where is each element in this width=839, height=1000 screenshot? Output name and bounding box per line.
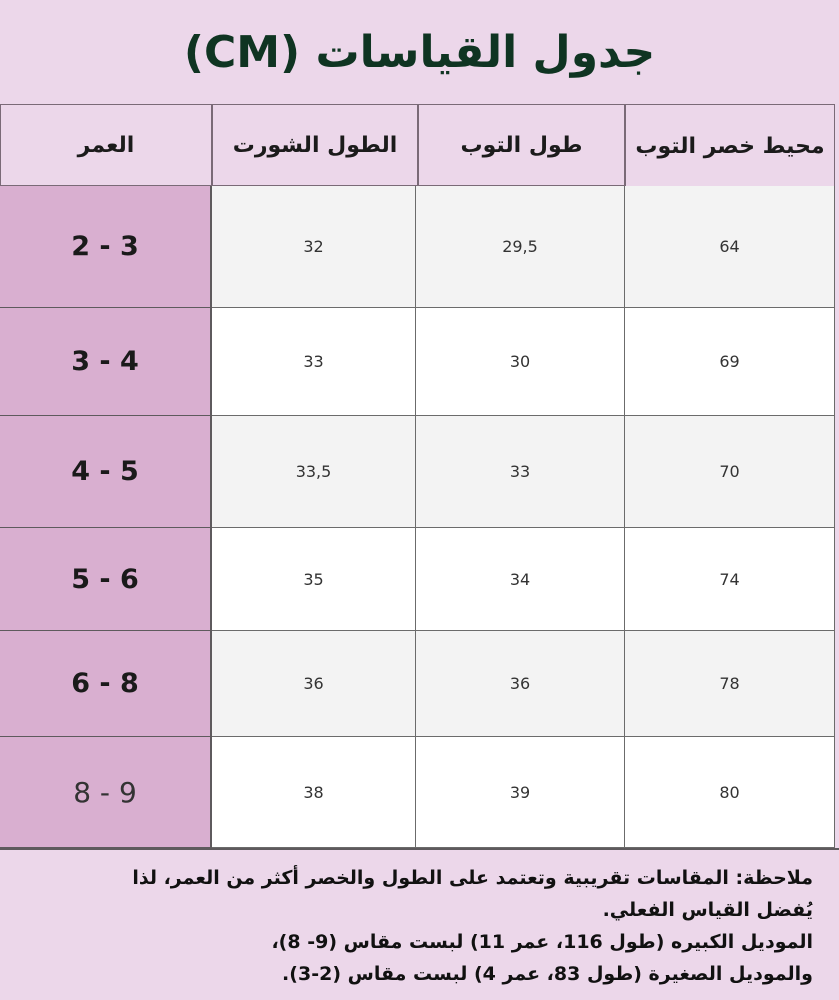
top-waist-cell: 80: [625, 737, 835, 848]
age-cell: 2 - 3: [0, 186, 212, 308]
top-length-cell: 36: [416, 631, 625, 737]
age-cell: 3 - 4: [0, 308, 212, 416]
header-top-length: طول التوب: [418, 104, 625, 186]
shorts-length-cell: 33: [212, 308, 416, 416]
top-length-cell: 29,5: [416, 186, 625, 308]
age-cell: 5 - 6: [0, 528, 212, 631]
shorts-length-cell: 38: [212, 737, 416, 848]
page-title: جدول القياسات (CM): [183, 26, 656, 78]
age-cell: 6 - 8: [0, 631, 212, 737]
shorts-length-cell: 33,5: [212, 416, 416, 528]
top-length-cell: 34: [416, 528, 625, 631]
top-length-cell: 33: [416, 416, 625, 528]
note-line: والموديل الصغيرة (طول 83، عمر 4) لبست مقاس (2-3).: [282, 963, 813, 985]
size-table: [0, 104, 835, 848]
top-waist-cell: 64: [625, 186, 835, 308]
header-top-waist: محيط خصر التوب: [625, 104, 835, 188]
top-length-cell: 39: [416, 737, 625, 848]
note-line: الموديل الكبيره (طول 116، عمر 11) لبست مقاس (9- 8)،: [271, 931, 813, 953]
age-cell: 4 - 5: [0, 416, 212, 528]
note-line: يُفضل القياس الفعلي.: [602, 899, 813, 921]
top-waist-cell: 74: [625, 528, 835, 631]
size-note: [0, 848, 839, 1000]
shorts-length-cell: 32: [212, 186, 416, 308]
top-waist-cell: 78: [625, 631, 835, 737]
shorts-length-cell: 36: [212, 631, 416, 737]
header-age: العمر: [0, 104, 212, 186]
top-waist-cell: 70: [625, 416, 835, 528]
age-cell: 8 - 9: [0, 737, 212, 848]
top-waist-cell: 69: [625, 308, 835, 416]
header-shorts-length: الطول الشورت: [212, 104, 418, 186]
shorts-length-cell: 35: [212, 528, 416, 631]
top-length-cell: 30: [416, 308, 625, 416]
note-line: ملاحظة: المقاسات تقريبية وتعتمد على الطول والخصر أكثر من العمر، لذا: [132, 867, 813, 889]
